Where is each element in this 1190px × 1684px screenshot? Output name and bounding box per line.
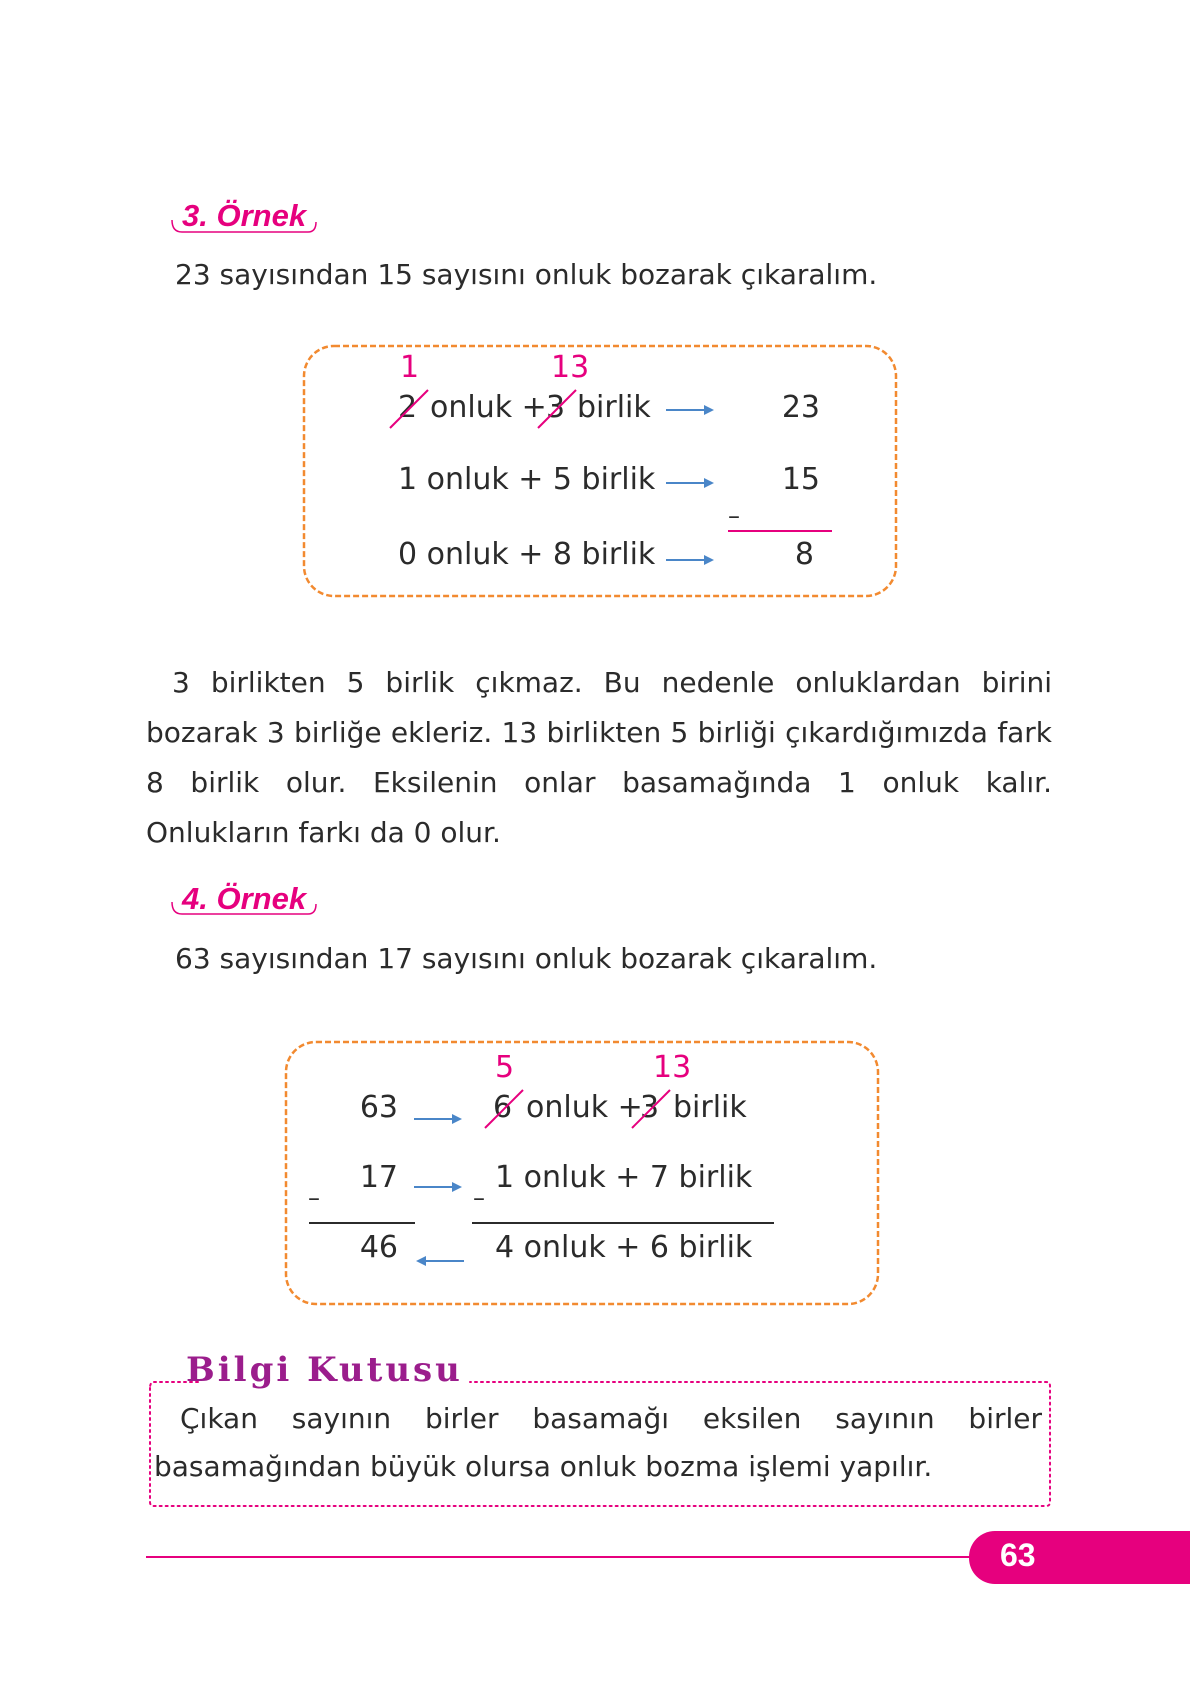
example4-title-underline <box>170 900 320 920</box>
ex4-result-line-left <box>309 1222 415 1224</box>
example3-intro: 23 sayısından 15 sayısını onluk bozarak çıkaralım. <box>175 258 878 291</box>
ex4-row1-num: 63 <box>359 1090 398 1125</box>
ex4-row2-text: 1 onluk + 7 birlik <box>495 1160 753 1195</box>
ex3-row1-num: 23 <box>781 390 820 425</box>
footer-line <box>146 1556 976 1558</box>
ex4-row1-tens: 6 <box>493 1090 513 1125</box>
ex3-strike-ones <box>534 386 580 432</box>
ex3-row1-tens: 2 <box>398 390 418 425</box>
ex3-row3-num: 8 <box>794 537 814 572</box>
ex3-result-line <box>728 530 832 532</box>
info-box-text: Çıkan sayının birler basamağı eksilen sayının birler basamağından büyük olursa onluk bozma işlemi yapılır. <box>154 1402 1042 1483</box>
ex3-row1-end: birlik <box>577 390 651 425</box>
example3-title-underline <box>170 218 320 238</box>
ex4-minus-left: – <box>308 1184 320 1212</box>
ex3-row2-text: 1 onluk + 5 birlik <box>398 462 656 497</box>
ex4-minus-right: – <box>473 1184 485 1212</box>
arrow-right-icon <box>414 1112 464 1126</box>
info-box-title: Bilgi Kutusu <box>186 1350 463 1390</box>
ex3-row1-mid: onluk + <box>430 390 547 425</box>
ex4-row1-mid: onluk + <box>526 1090 643 1125</box>
ex3-borrow-ones: 13 <box>551 350 590 385</box>
ex4-strike-tens <box>481 1086 527 1132</box>
ex4-row1-end: birlik <box>673 1090 747 1125</box>
arrow-right-icon <box>666 403 716 417</box>
ex4-row3-num: 46 <box>359 1230 398 1265</box>
ex4-row2-num: 17 <box>359 1160 398 1195</box>
arrow-left-icon <box>414 1254 464 1268</box>
ex4-borrow-tens: 5 <box>495 1050 515 1085</box>
example3-explanation: 3 birlikten 5 birlik çıkmaz. Bu nedenle onluklardan birini bozarak 3 birliğe ekleriz. 13 birlikten 5 birliği çıkardığımızda fark 8 birlik olur. Eksilenin onlar basamağında 1 onluk kalır. Onlukların farkı da 0 olur. <box>146 666 1052 849</box>
ex4-result-line-right <box>472 1222 774 1224</box>
ex3-borrow-tens: 1 <box>400 350 420 385</box>
example3-title: 3. Örnek <box>182 198 307 233</box>
example4-intro: 63 sayısından 17 sayısını onluk bozarak çıkaralım. <box>175 942 878 975</box>
ex3-row1-ones: 3 <box>546 390 566 425</box>
ex3-strike-tens <box>386 386 432 432</box>
ex3-row3-text: 0 onluk + 8 birlik <box>398 537 656 572</box>
arrow-right-icon <box>666 553 716 567</box>
page-number: 63 <box>1000 1537 1036 1573</box>
ex3-row2-num: 15 <box>781 462 820 497</box>
ex4-borrow-ones: 13 <box>653 1050 692 1085</box>
arrow-right-icon <box>414 1180 464 1194</box>
example4-title: 4. Örnek <box>182 881 307 916</box>
arrow-right-icon <box>666 476 716 490</box>
ex4-row3-text: 4 onluk + 6 birlik <box>495 1230 753 1265</box>
ex4-row1-ones: 3 <box>640 1090 660 1125</box>
ex3-minus-sign: – <box>728 502 740 530</box>
ex4-strike-ones <box>628 1086 674 1132</box>
